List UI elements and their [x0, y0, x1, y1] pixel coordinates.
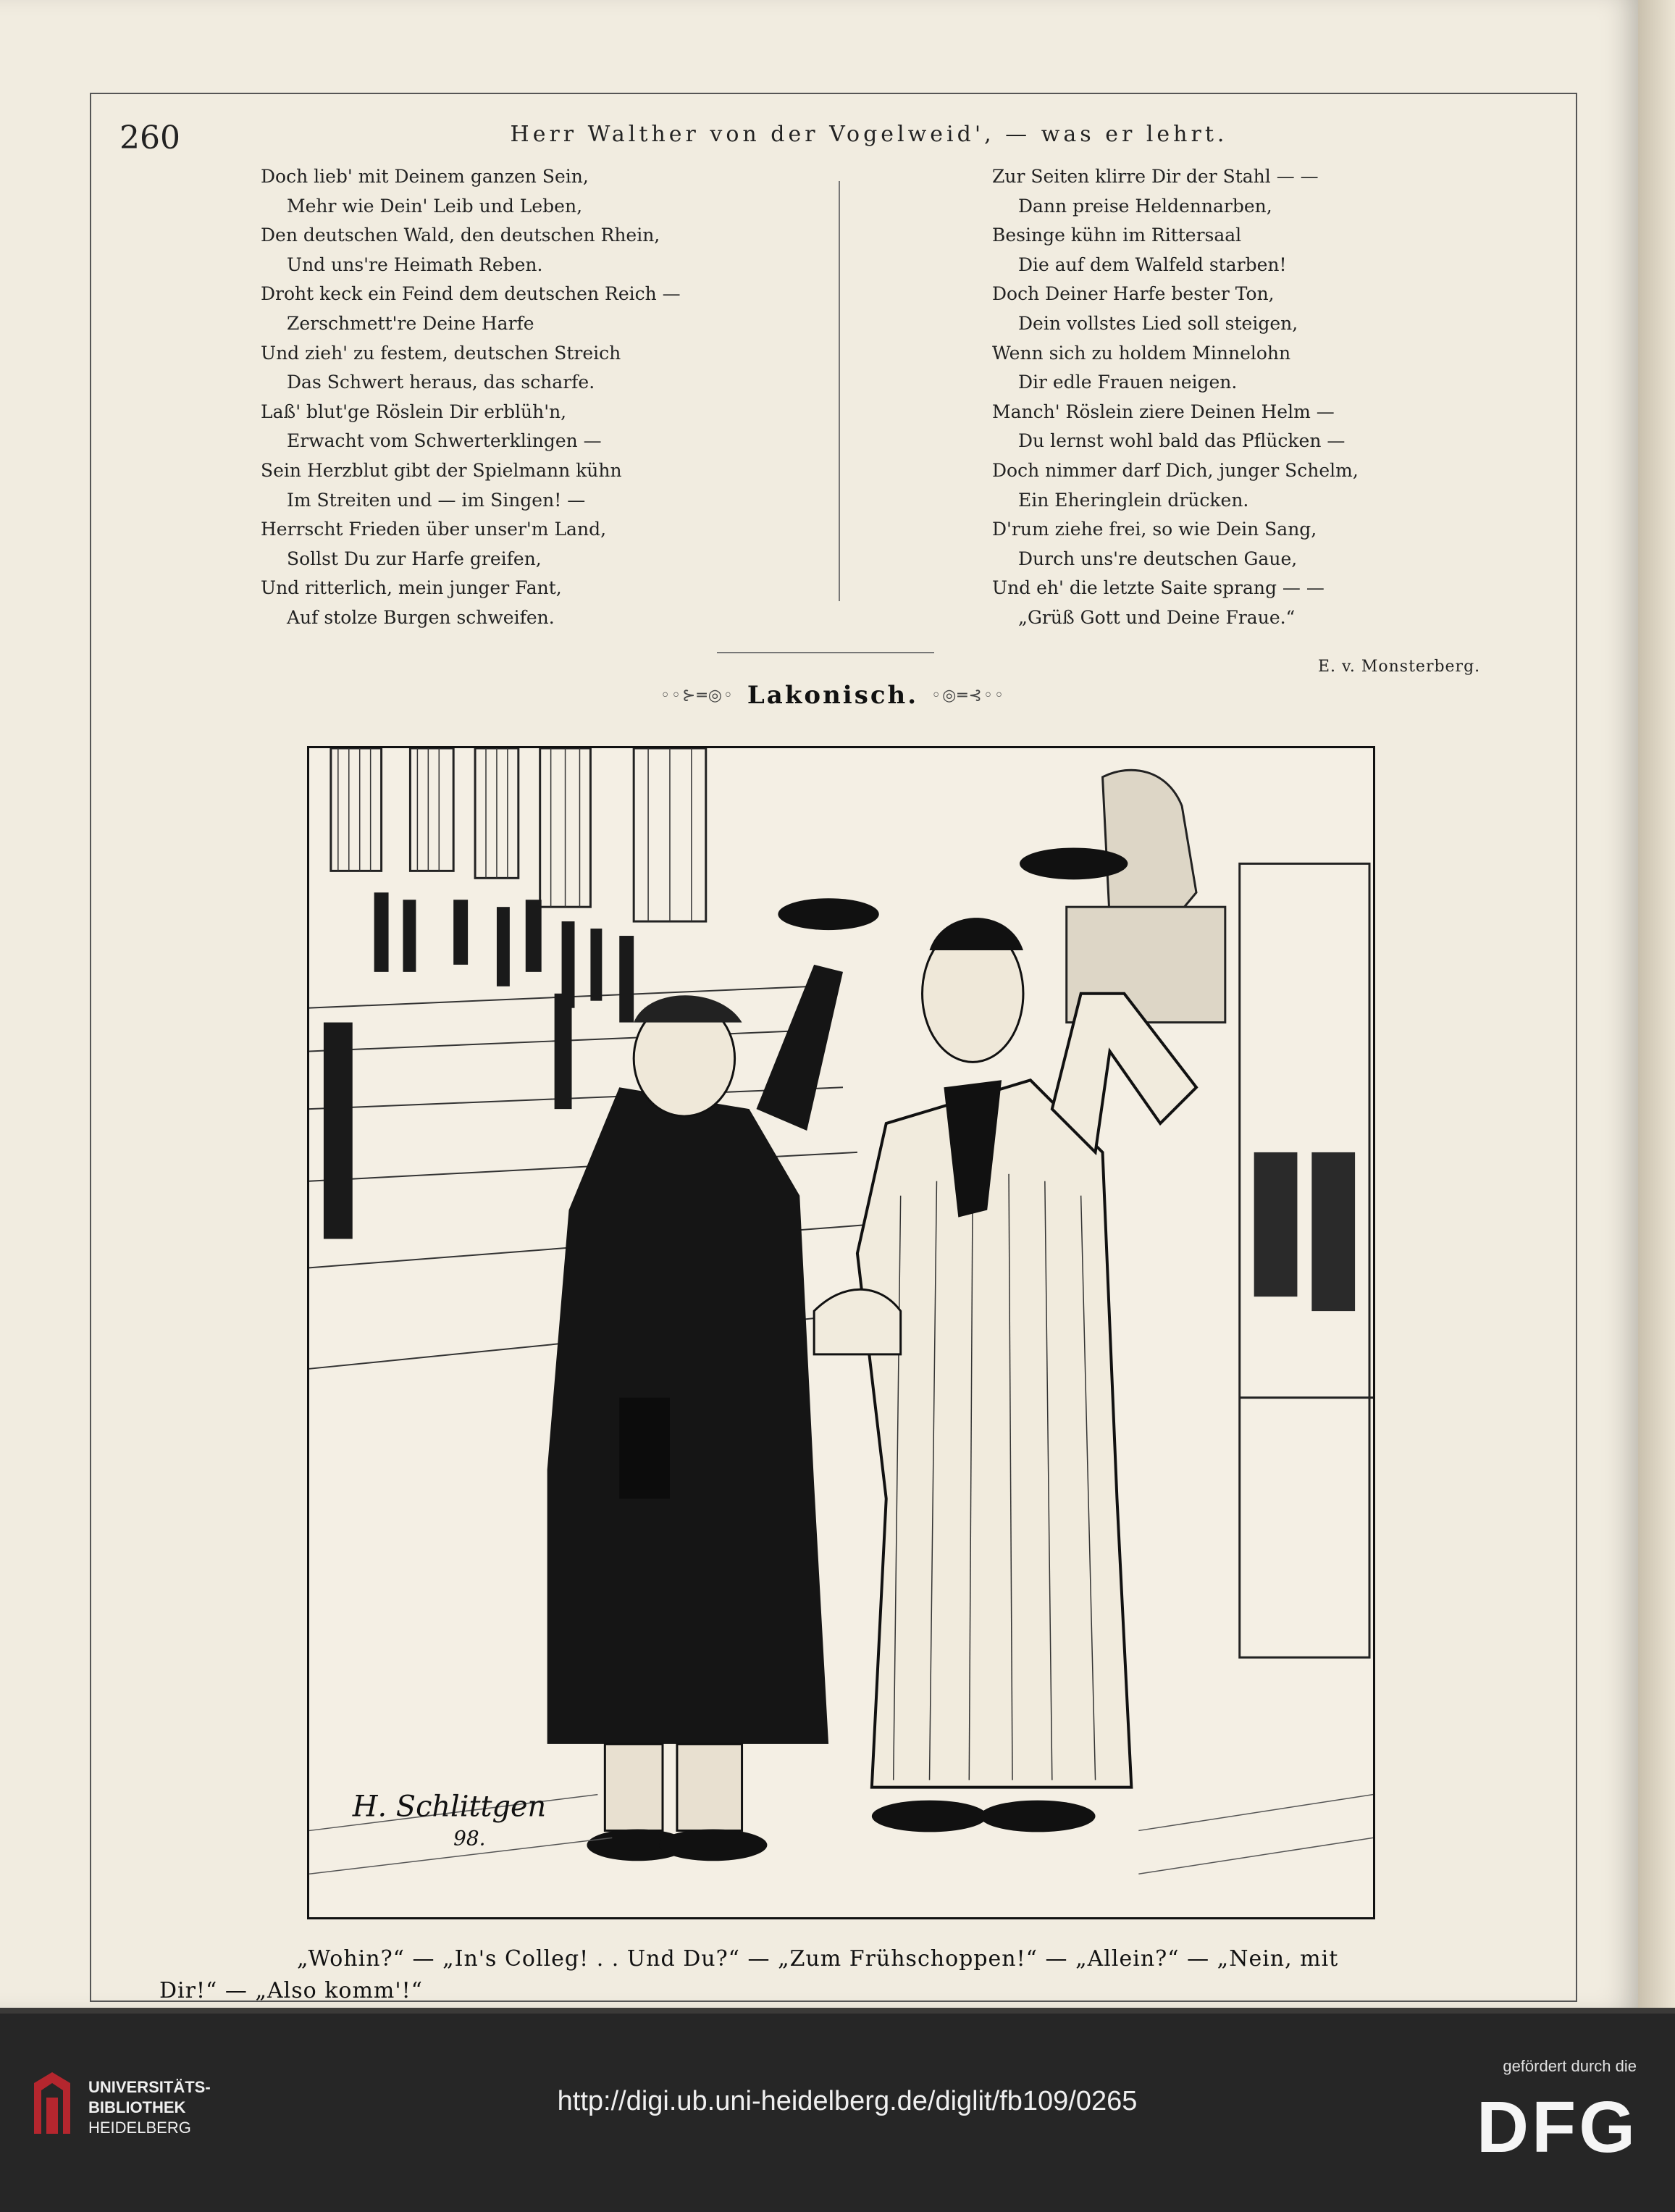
- artist-year: 98.: [453, 1826, 486, 1851]
- dfg-logo: DFG: [1476, 2087, 1638, 2168]
- poem-line: Erwacht vom Schwerterklingen —: [287, 430, 602, 452]
- section-title: Lakonisch.: [747, 681, 919, 710]
- permalink-url[interactable]: http://digi.ub.uni-heidelberg.de/diglit/fb109/0265: [557, 2086, 1138, 2116]
- seated-figures: [1254, 1152, 1355, 1311]
- poem-line: Dein vollstes Lied soll steigen,: [1018, 312, 1298, 334]
- poem-line: Die auf dem Walfeld starben!: [1018, 254, 1287, 275]
- poem-line: Dir edle Frauen neigen.: [1018, 372, 1238, 393]
- poem-line: Und zieh' zu festem, deutschen Streich: [261, 342, 621, 364]
- poem-line: Das Schwert heraus, das scharfe.: [287, 372, 595, 393]
- poem-line: Den deutschen Wald, den deutschen Rhein,: [261, 225, 660, 246]
- column-hatching: [338, 748, 692, 921]
- library-logo-text: [88, 2077, 211, 2138]
- ornament-right: ◦◎═⊰◦◦: [931, 686, 1005, 705]
- poem-line: Und eh' die letzte Saite sprang — —: [992, 577, 1325, 599]
- poem-line: Ein Eheringlein drücken.: [1018, 489, 1249, 511]
- poem-line: Wenn sich zu holdem Minnelohn: [992, 342, 1291, 364]
- caption-line-2: Dir!“ — „Also komm'!“: [159, 1978, 424, 2003]
- poem-line: Doch Deiner Harfe bester Ton,: [992, 283, 1275, 305]
- logo-line-3: HEIDELBERG: [88, 2119, 191, 2137]
- poem-line: Auf stolze Burgen schweifen.: [287, 606, 555, 628]
- cartoon-drawing: [309, 748, 1373, 1917]
- section-rule: [717, 652, 934, 653]
- library-logo-icon: [30, 2069, 74, 2141]
- poem-line: Besinge kühn im Rittersaal: [992, 225, 1242, 246]
- poem-line: Und ritterlich, mein junger Fant,: [261, 577, 562, 599]
- short-man: [547, 898, 879, 1861]
- poem-line: Zerschmett're Deine Harfe: [287, 312, 534, 334]
- poem-right-column: [992, 162, 1499, 633]
- poem-line: Manch' Röslein ziere Deinen Helm —: [992, 401, 1335, 422]
- next-page-edge: [1638, 0, 1675, 2008]
- logo-line-2: BIBLIOTHEK: [88, 2098, 186, 2116]
- funded-by-label: gefördert durch die: [1503, 2057, 1637, 2075]
- running-head: Herr Walther von der Vogelweid', — was er lehrt.: [510, 122, 1228, 147]
- column-divider: [839, 181, 840, 601]
- cartoon-illustration: [307, 746, 1375, 1919]
- poem-line: Dann preise Heldennarben,: [1018, 195, 1272, 217]
- section-heading: [637, 677, 1028, 713]
- poem-line: Du lernst wohl bald das Pflücken —: [1018, 430, 1346, 452]
- poem-left-column: [261, 162, 826, 633]
- page-number: 260: [119, 120, 180, 156]
- cartoon-caption: [159, 1943, 1463, 2007]
- poem-line: Zur Seiten klirre Dir der Stahl — —: [992, 166, 1319, 187]
- poem-signature: E. v. Monsterberg.: [1318, 658, 1481, 676]
- ornament-left: ◦◦⊱═◎◦: [660, 686, 734, 705]
- poem-line: Sollst Du zur Harfe greifen,: [287, 548, 542, 569]
- statue: [1067, 770, 1225, 1022]
- poem-line: D'rum ziehe frei, so wie Dein Sang,: [992, 519, 1317, 540]
- poem-line: Droht keck ein Feind dem deutschen Reich —: [261, 283, 681, 305]
- artist-signature: H. Schlittgen: [352, 1790, 547, 1824]
- poem-line: Mehr wie Dein' Leib und Leben,: [287, 195, 583, 217]
- logo-line-1: UNIVERSITÄTS-: [88, 2078, 211, 2096]
- poem-line: Im Streiten und — im Singen! —: [287, 489, 586, 511]
- poem-line: „Grüß Gott und Deine Fraue.“: [1018, 606, 1296, 628]
- poem-line: Sein Herzblut gibt der Spielmann kühn: [261, 459, 622, 481]
- poem-line: Herrscht Frieden über unser'm Land,: [261, 519, 607, 540]
- poem-line: Und uns're Heimath Reben.: [287, 254, 543, 275]
- poem-line: Laß' blut'ge Röslein Dir erblüh'n,: [261, 401, 567, 422]
- caption-line-1: „Wohin?“ — „In's Colleg! . . Und Du?“ — „Zum Frühschoppen!“ — „Allein?“ — „Nein, mit: [297, 1946, 1339, 1972]
- poem-line: Durch uns're deutschen Gaue,: [1018, 548, 1298, 569]
- poem-line: Doch nimmer darf Dich, junger Schelm,: [992, 459, 1359, 481]
- poem-line: Doch lieb' mit Deinem ganzen Sein,: [261, 166, 589, 187]
